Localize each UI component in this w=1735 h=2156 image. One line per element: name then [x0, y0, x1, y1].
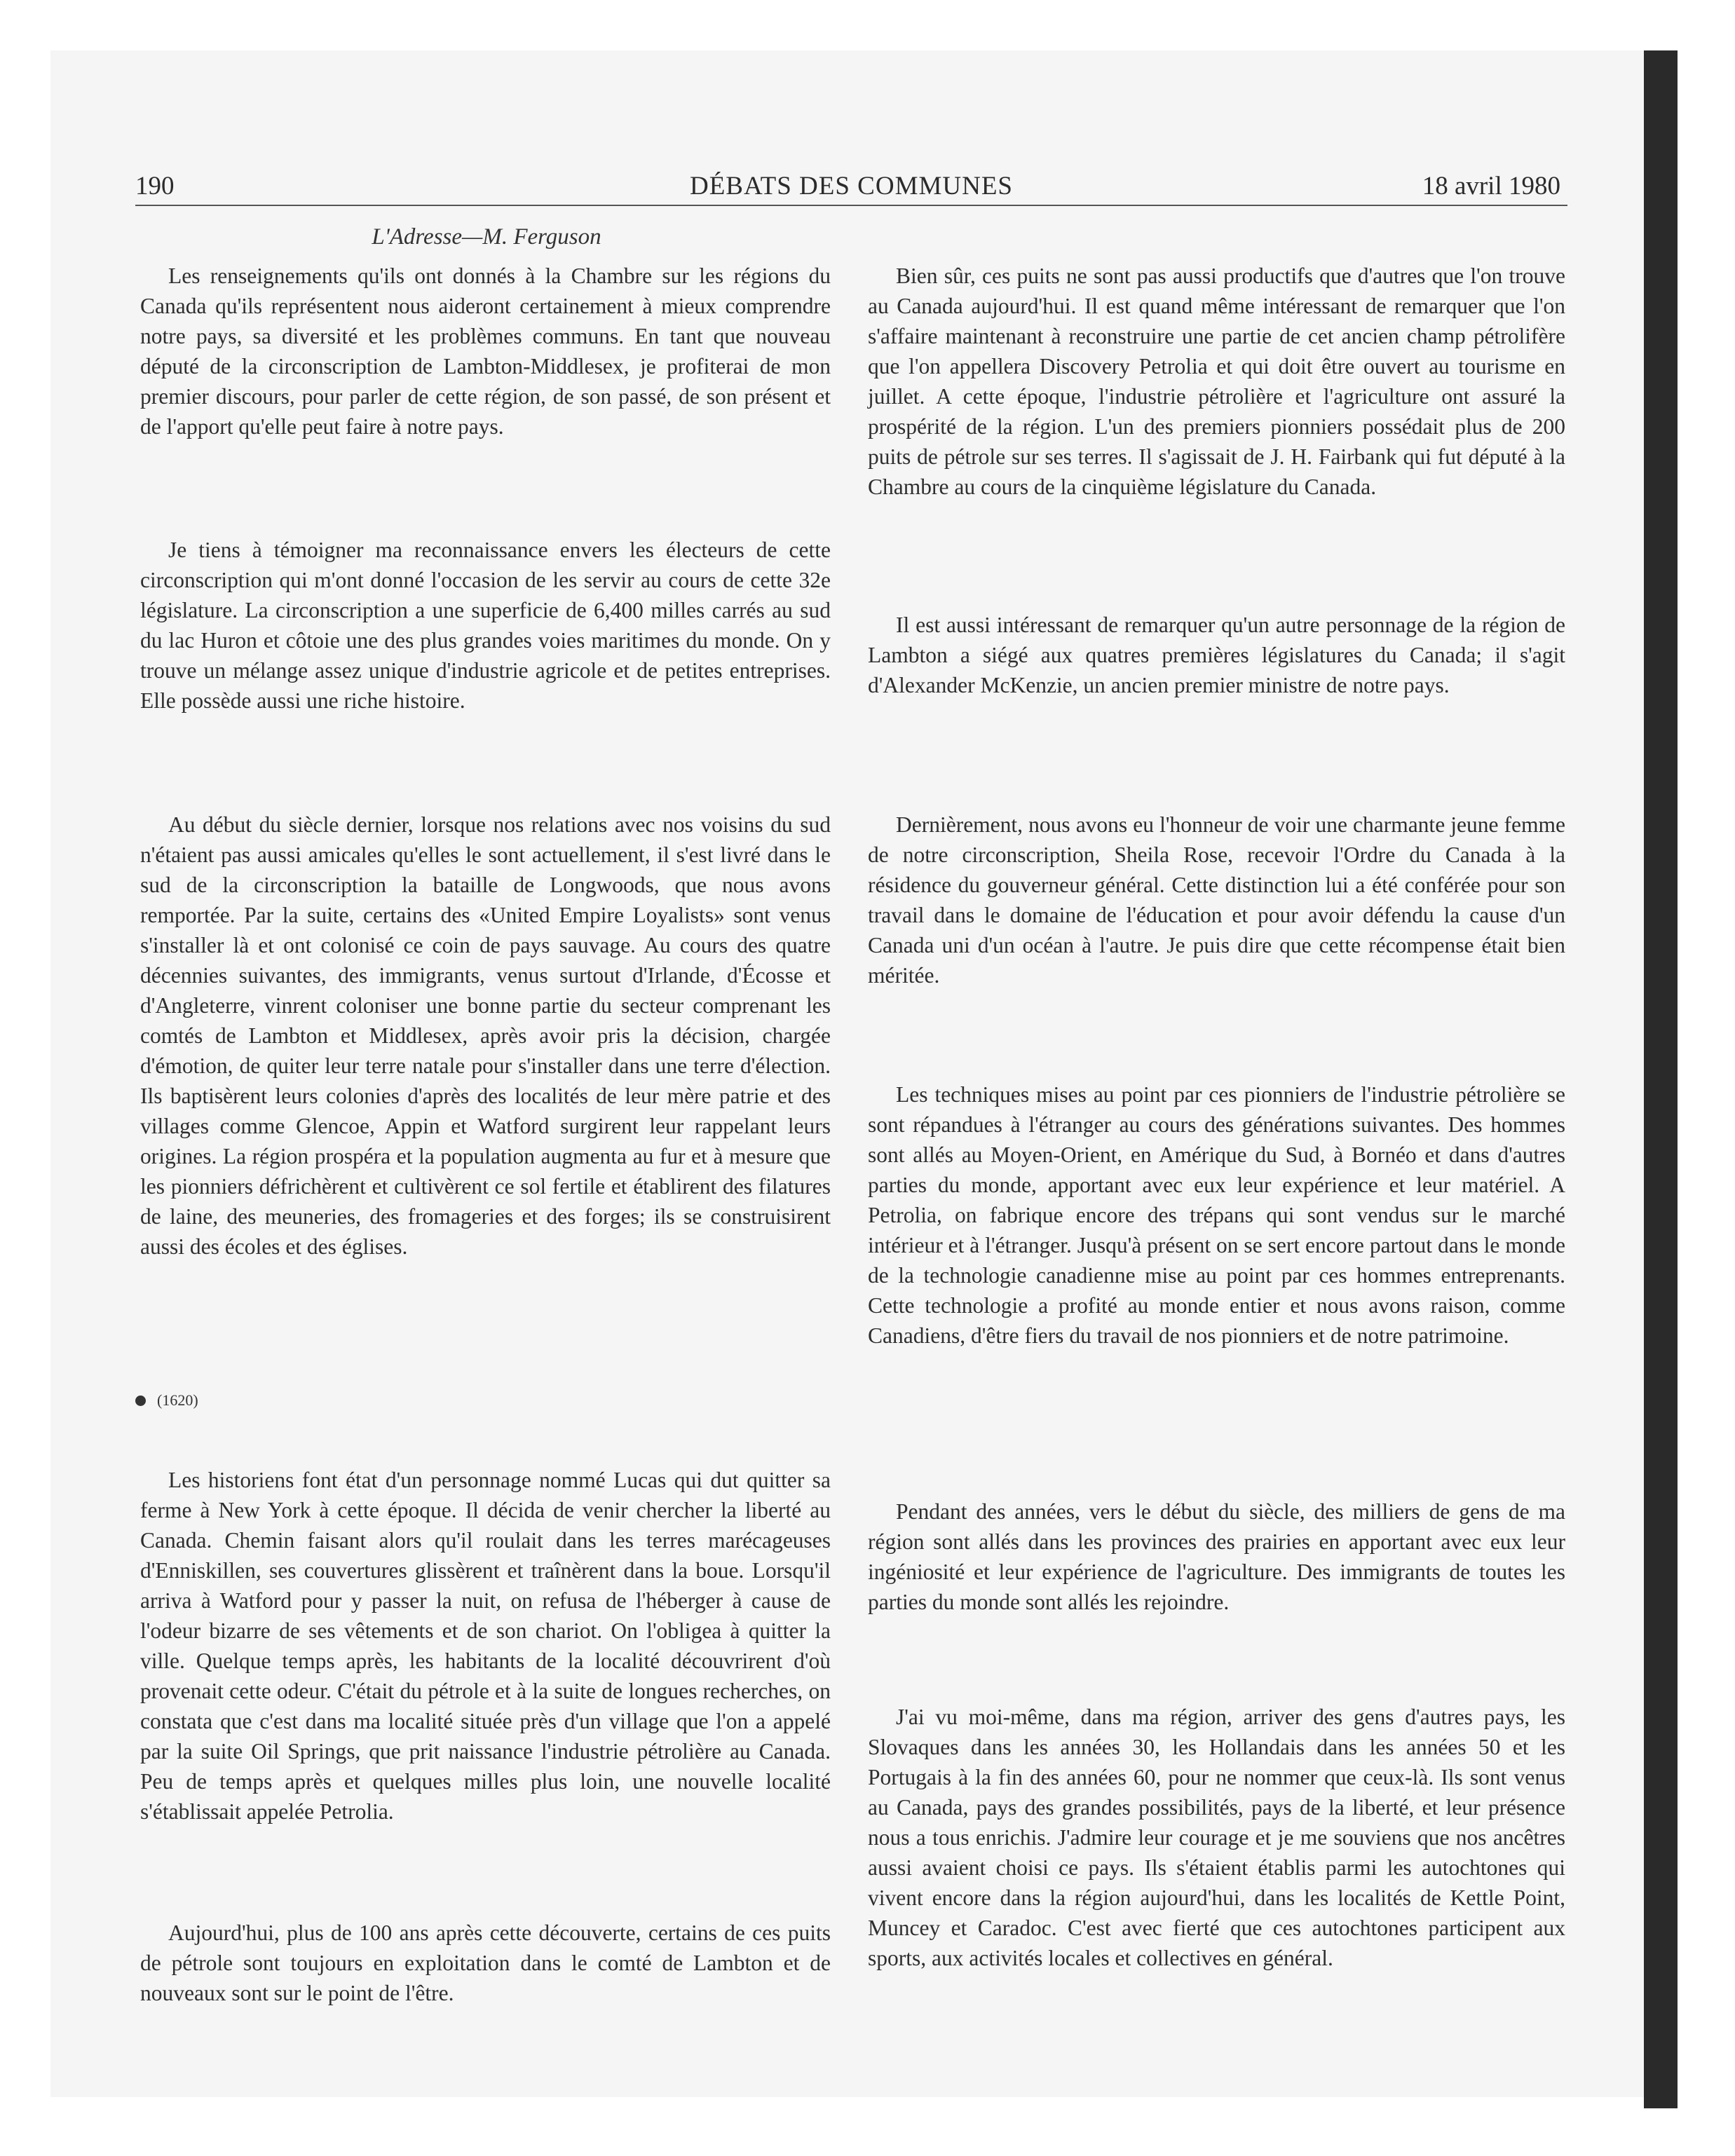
paragraph-text: Au début du siècle dernier, lorsque nos relations avec nos voisins du sud n'étaient pas aussi amicales qu'elles le sont actuellement, il s'est livré dans le sud de la circonscription la bataille de Longwoods, que nous avons remportée. Par la suite, certains des «United Empire Loyalists» sont venus s'installer là et ont colonisé ce coin de pays sauvage. Au cours des quatre décennies suivantes, des immigrants, venus surtout d'Irlande, d'Écosse et d'Angleterre, vinrent coloniser une bonne partie du secteur comprenant les comtés de Lambton et Middlesex, après avoir pris la décision, chargée d'émotion, de quiter leur terre natale pour s'installer dans une terre d'élection. Ils baptisèrent leurs colonies d'après des localités de leur mère patrie et des villages comme Glencoe, Appin et Watford surgirent leur rappelant leurs origines. La région prospéra et la population augmenta au fur et à mesure que les pionniers défrichèrent et cultivèrent ce sol fertile et établirent des filatures de laine, des meuneries, des fromageries et des forges; ils se construisirent aussi des écoles et des églises.	[140, 812, 831, 1259]
page-number: 190	[135, 172, 175, 200]
paragraph-text: Dernièrement, nous avons eu l'honneur de voir une charmante jeune femme de notre circonscription, Sheila Rose, recevoir l'Ordre du Canada à la résidence du gouverneur général. Cette distinction lui a été conférée pour son travail dans le domaine de l'éducation et pour avoir défendu la cause d'un Canada uni d'un océan à l'autre. Je puis dire que cette récompense était bien méritée.	[868, 812, 1565, 988]
bullet-icon	[135, 1396, 146, 1406]
paragraph	[868, 610, 1565, 700]
time-marker-text: (1620)	[157, 1391, 198, 1409]
time-marker	[135, 1391, 198, 1410]
paragraph-text: Aujourd'hui, plus de 100 ans après cette découverte, certains de ces puits de pétrole sont toujours en exploitation dans le comté de Lambton et de nouveaux sont sur le point de l'être.	[140, 1920, 831, 2005]
page-header	[135, 167, 1567, 206]
paragraph	[140, 261, 831, 442]
paragraph	[140, 535, 831, 716]
paragraph	[868, 261, 1565, 502]
paragraph	[868, 1496, 1565, 1617]
paragraph-text: Bien sûr, ces puits ne sont pas aussi productifs que d'autres que l'on trouve au Canada aujourd'hui. Il est quand même intéressant de remarquer que l'on s'affaire maintenant à reconstruire une partie de cet ancien champ pétrolifère que l'on appellera Discovery Petrolia et qui doit être ouvert au tourisme en juillet. A cette époque, l'industrie pétrolière et l'agriculture ont assuré la prospérité de la région. L'un des premiers pionniers possédait plus de 200 puits de pétrole sur ses terres. Il s'agissait de J. H. Fairbank qui fut député à la Chambre au cours de la cinquième législature du Canada.	[868, 264, 1565, 499]
paragraph-text: J'ai vu moi-même, dans ma région, arriver des gens d'autres pays, les Slovaques dans les années 30, les Hollandais dans les années 50 et les Portugais à la fin des années 60, pour ne nommer que ceux-là. Ils sont venus au Canada, pays des grandes possibilités, pays de la liberté, et leur présence nous a tous enrichis. J'admire leur courage et je me souviens que nos ancêtres aussi avaient choisi ce pays. Ils s'étaient établis parmi les autochtones qui vivent encore dans la région aujourd'hui, dans les localités de Kettle Point, Muncey et Caradoc. C'est avec fierté que ces autochtones participent aux sports, aux activités locales et collectives en général.	[868, 1705, 1565, 1970]
running-title: L'Adresse—M. Ferguson	[372, 224, 601, 250]
paragraph-text: Pendant des années, vers le début du siècle, des milliers de gens de ma région sont allés dans les provinces des prairies en apportant avec eux leur ingéniosité et leur expérience de l'agriculture. Des immigrants de toutes les parties du monde sont allés les rejoindre.	[868, 1499, 1565, 1614]
paragraph-text: Je tiens à témoigner ma reconnaissance envers les électeurs de cette circonscription qui m'ont donné l'occasion de les servir au cours de cette 32e législature. La circonscription a une superficie de 6,400 milles carrés au sud du lac Huron et côtoie une des plus grandes voies maritimes du monde. On y trouve un mélange assez unique d'industrie agricole et de petites entreprises. Elle possède aussi une riche histoire.	[140, 538, 831, 713]
paragraph-text: Les techniques mises au point par ces pionniers de l'industrie pétrolière se sont répandues à l'étranger au cours des générations suivantes. Des hommes sont allés au Moyen-Orient, en Amérique du Sud, à Bornéo et dans d'autres parties du monde, apportant avec eux leur expérience et leur matériel. A Petrolia, on fabrique encore des trépans qui sont vendus sur le marché intérieur et à l'étranger. Jusqu'à présent on se sert encore partout dans le monde de la technologie canadienne mise au point par ces hommes entreprenants. Cette technologie a profité au monde entier et nous avons raison, comme Canadiens, d'être fiers du travail de nos pionniers et de notre patrimoine.	[868, 1082, 1565, 1348]
paragraph	[868, 810, 1565, 990]
paragraph-text: Les historiens font état d'un personnage nommé Lucas qui dut quitter sa ferme à New York à cette époque. Il décida de venir chercher la liberté au Canada. Chemin faisant alors qu'il roulait dans les terres marécageuses d'Enniskillen, ses couvertures glissèrent et traînèrent dans la boue. Lorsqu'il arriva à Watford pour y passer la nuit, on refusa de l'héberger à cause de l'odeur bizarre de ses vêtements et de son chariot. On l'obligea à quitter la ville. Quelque temps après, les habitants de la localité découvrirent d'où provenait cette odeur. C'était du pétrole et à la suite de longues recherches, on constata que c'est dans ma localité située près d'un village que l'on a appelé par la suite Oil Springs, que prit naissance l'industrie pétrolière au Canada. Peu de temps après et quelques milles plus loin, une nouvelle localité s'établissait appelée Petrolia.	[140, 1468, 831, 1824]
paragraph	[140, 1465, 831, 1827]
issue-date: 18 avril 1980	[1422, 172, 1560, 200]
journal-title: DÉBATS DES COMMUNES	[689, 172, 1013, 200]
paragraph	[868, 1702, 1565, 1973]
paragraph	[140, 1918, 831, 2008]
paragraph	[868, 1079, 1565, 1351]
paragraph-text: Il est aussi intéressant de remarquer qu'un autre personnage de la région de Lambton a siégé aux quatres premières législatures du Canada; il s'agit d'Alexander McKenzie, un ancien premier ministre de notre pays.	[868, 613, 1565, 697]
scan-edge-bar	[1644, 50, 1678, 2108]
paragraph-text: Les renseignements qu'ils ont donnés à la Chambre sur les régions du Canada qu'ils représentent nous aideront certainement à mieux comprendre notre pays, sa diversité et les problèmes communs. En tant que nouveau député de la circonscription de Lambton-Middlesex, je profiterai de mon premier discours, pour parler de cette région, de son passé, de son présent et de l'apport qu'elle peut faire à notre pays.	[140, 264, 831, 439]
paragraph	[140, 810, 831, 1262]
